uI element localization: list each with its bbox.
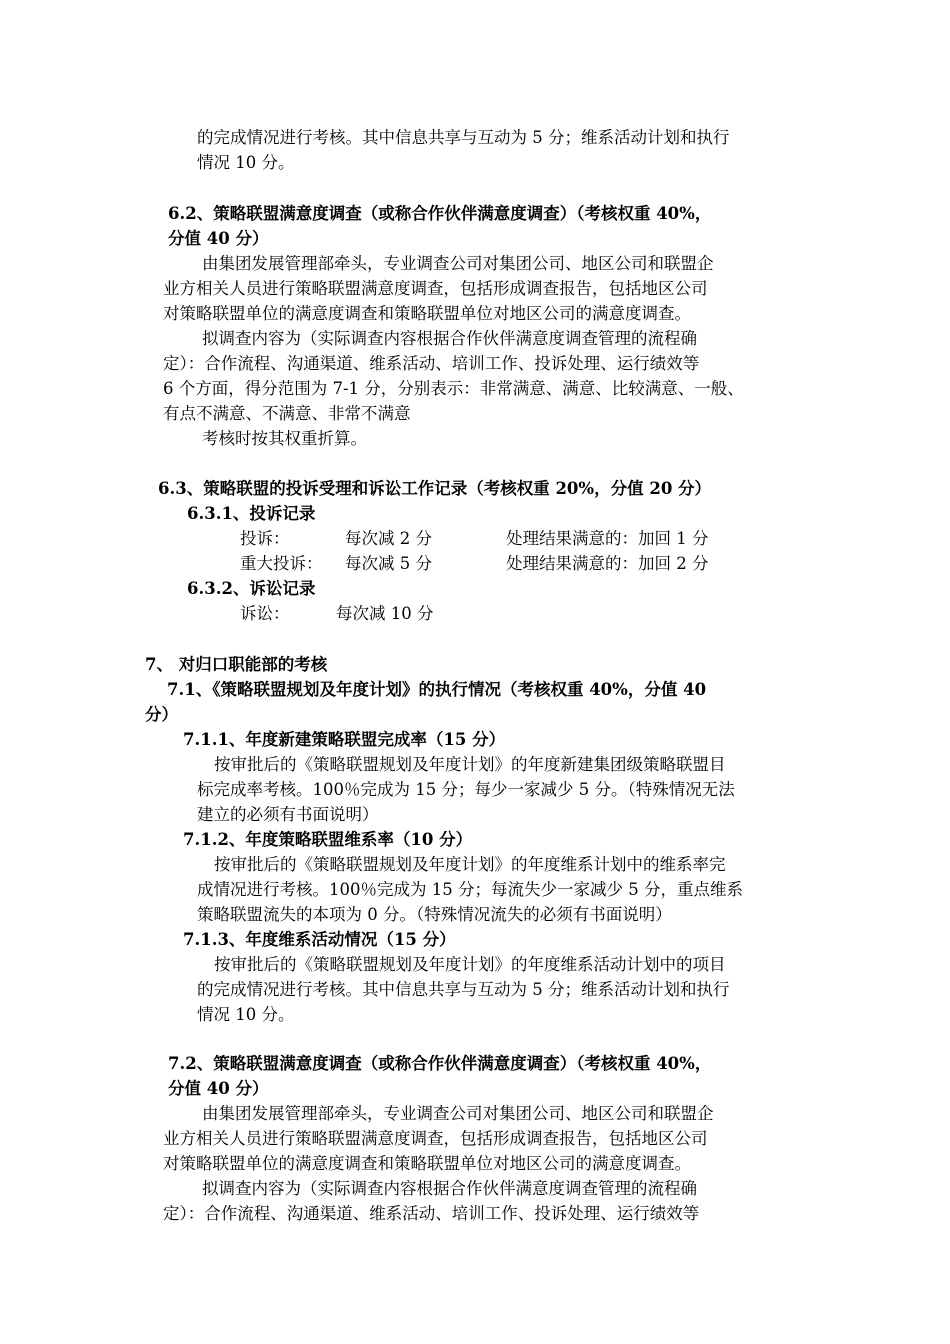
text-line: 拟调查内容为（实际调查内容根据合作伙伴满意度调查管理的流程确 xyxy=(202,1179,697,1198)
text-line: 按审批后的《策略联盟规划及年度计划》的年度维系计划中的维系率完 xyxy=(214,855,726,874)
section-heading: 6.2、策略联盟满意度调查（或称合作伙伴满意度调查）（考核权重 40%， xyxy=(168,204,712,223)
text-line: 成情况进行考核。100％完成为 15 分；每流失少一家减少 5 分，重点维系 xyxy=(197,880,743,899)
text-line: 6 个方面，得分范围为 7-1 分，分别表示：非常满意、满意、比较满意、一般、 xyxy=(163,379,744,398)
subsection-heading: 6.3.1、投诉记录 xyxy=(187,504,316,523)
text-line: 业方相关人员进行策略联盟满意度调查，包括形成调查报告，包括地区公司 xyxy=(163,279,708,298)
chapter-heading: 7、 对归口职能部的考核 xyxy=(145,655,328,674)
row-label: 重大投诉： xyxy=(240,554,323,573)
text-line: 建立的必须有书面说明） xyxy=(197,805,379,824)
text-line: 情况 10 分。 xyxy=(197,153,295,172)
text-line: 标完成率考核。100％完成为 15 分；每少一家减少 5 分。（特殊情况无法 xyxy=(197,780,735,799)
text-line: 有点不满意、不满意、非常不满意 xyxy=(163,404,411,423)
text-line: 定）：合作流程、沟通渠道、维系活动、培训工作、投诉处理、运行绩效等 xyxy=(163,1204,700,1223)
section-heading: 7.1、《策略联盟规划及年度计划》的执行情况（考核权重 40%，分值 40 xyxy=(167,680,707,699)
subsection-heading: 6.3.2、诉讼记录 xyxy=(187,579,316,598)
section-heading: 7.2、策略联盟满意度调查（或称合作伙伴满意度调查）（考核权重 40%， xyxy=(168,1054,712,1073)
row-bonus: 处理结果满意的：加回 1 分 xyxy=(506,529,709,548)
section-heading: 分） xyxy=(145,705,178,724)
row-label: 投诉： xyxy=(240,529,290,548)
row-deduction: 每次减 10 分 xyxy=(336,604,434,623)
text-line: 的完成情况进行考核。其中信息共享与互动为 5 分；维系活动计划和执行 xyxy=(197,128,730,147)
subsection-heading: 7.1.3、年度维系活动情况（15 分） xyxy=(183,930,456,949)
row-label: 诉讼： xyxy=(240,604,290,623)
text-line: 对策略联盟单位的满意度调查和策略联盟单位对地区公司的满意度调查。 xyxy=(163,1154,691,1173)
subsection-heading: 7.1.2、年度策略联盟维系率（10 分） xyxy=(183,830,473,849)
row-deduction: 每次减 5 分 xyxy=(345,554,432,573)
section-heading: 分值 40 分） xyxy=(168,1079,269,1098)
text-line: 业方相关人员进行策略联盟满意度调查，包括形成调查报告，包括地区公司 xyxy=(163,1129,708,1148)
row-deduction: 每次减 2 分 xyxy=(345,529,432,548)
text-line: 的完成情况进行考核。其中信息共享与互动为 5 分；维系活动计划和执行 xyxy=(197,980,730,999)
text-line: 按审批后的《策略联盟规划及年度计划》的年度维系活动计划中的项目 xyxy=(214,955,726,974)
text-line: 由集团发展管理部牵头，专业调查公司对集团公司、地区公司和联盟企 xyxy=(202,254,714,273)
text-line: 按审批后的《策略联盟规划及年度计划》的年度新建集团级策略联盟目 xyxy=(214,755,726,774)
section-heading: 分值 40 分） xyxy=(168,229,269,248)
section-heading: 6.3、策略联盟的投诉受理和诉讼工作记录（考核权重 20%，分值 20 分） xyxy=(158,479,712,498)
text-line: 策略联盟流失的本项为 0 分。（特殊情况流失的必须有书面说明） xyxy=(197,905,672,924)
text-line: 对策略联盟单位的满意度调查和策略联盟单位对地区公司的满意度调查。 xyxy=(163,304,691,323)
text-line: 考核时按其权重折算。 xyxy=(202,429,367,448)
text-line: 定）：合作流程、沟通渠道、维系活动、培训工作、投诉处理、运行绩效等 xyxy=(163,354,700,373)
text-line: 拟调查内容为（实际调查内容根据合作伙伴满意度调查管理的流程确 xyxy=(202,329,697,348)
subsection-heading: 7.1.1、年度新建策略联盟完成率（15 分） xyxy=(183,730,506,749)
text-line: 由集团发展管理部牵头，专业调查公司对集团公司、地区公司和联盟企 xyxy=(202,1104,714,1123)
text-line: 情况 10 分。 xyxy=(197,1005,295,1024)
row-bonus: 处理结果满意的：加回 2 分 xyxy=(506,554,709,573)
